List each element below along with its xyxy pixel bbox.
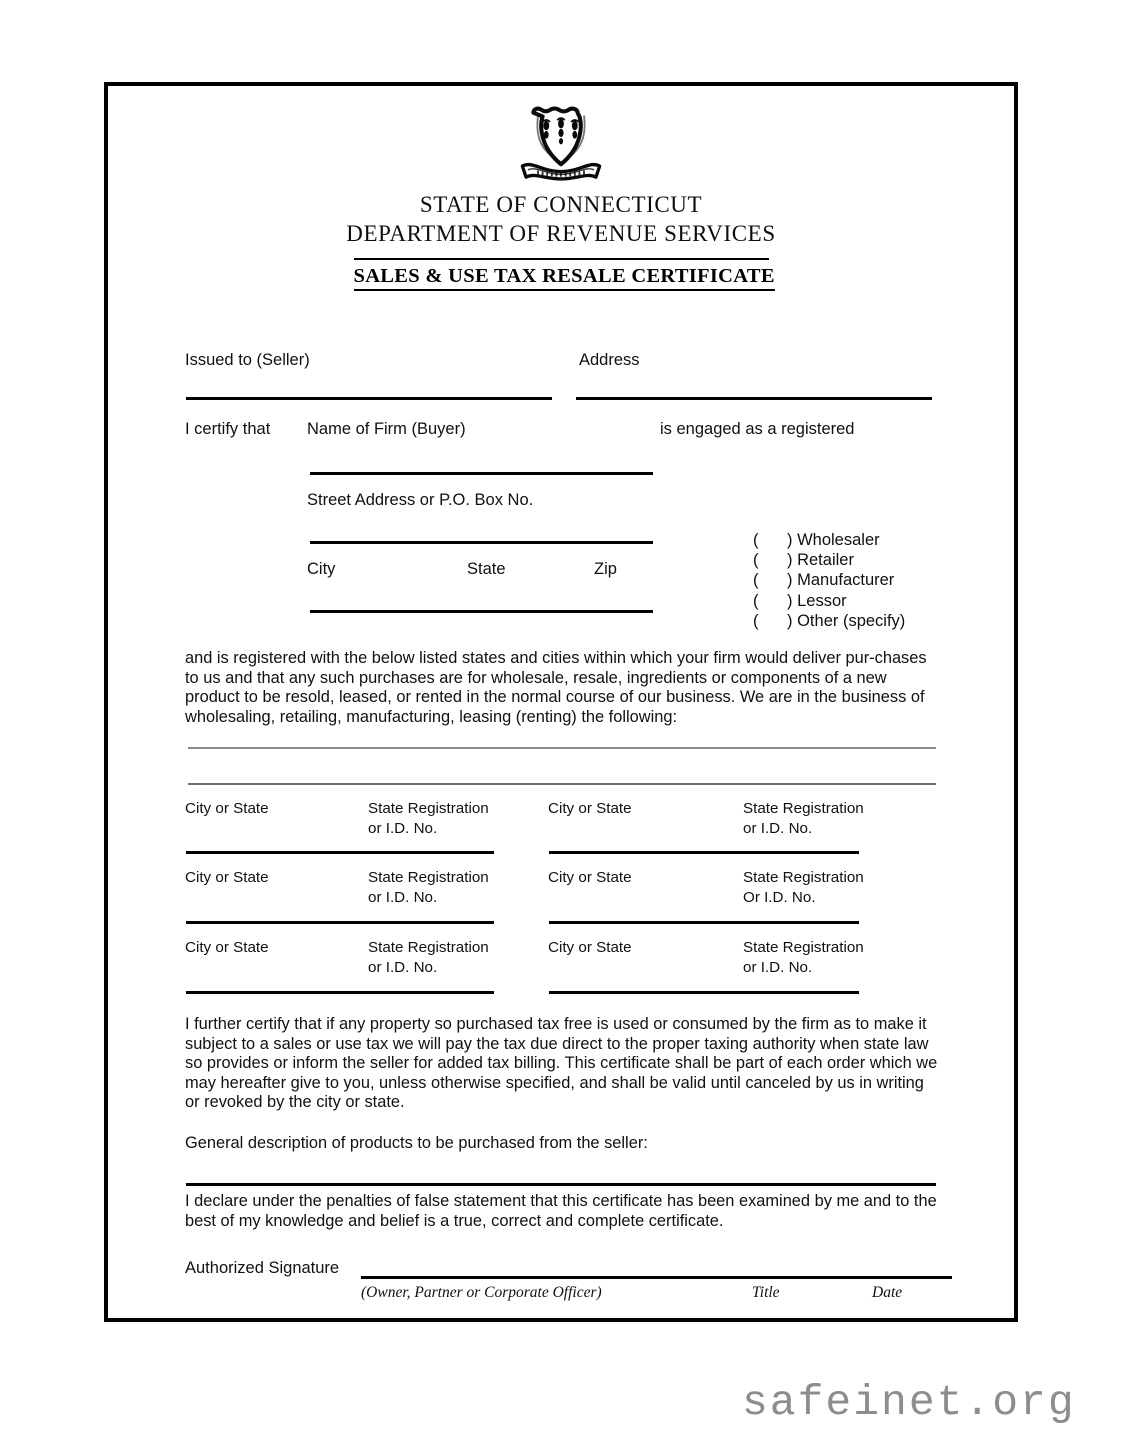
site-watermark: safeinet.org: [742, 1378, 1076, 1427]
agency-name-line-2: DEPARTMENT OF REVENUE SERVICES: [346, 221, 776, 246]
address-label: Address: [579, 351, 640, 369]
registrant-option-other[interactable]: [753, 611, 905, 631]
registrant-option-lessor[interactable]: [753, 591, 905, 611]
address-input-line[interactable]: [576, 397, 932, 400]
grid-input-line-r1c1[interactable]: [186, 851, 494, 854]
document-header: [108, 86, 1014, 291]
grid-reg-label-r1c1-line1: State Registration: [368, 800, 489, 817]
grid-input-line-r2c2[interactable]: [549, 921, 859, 924]
certificate-title: SALES & USE TAX RESALE CERTIFICATE: [354, 260, 775, 291]
general-description-input-line[interactable]: [186, 1183, 936, 1186]
agency-name-line-1: STATE OF CONNECTICUT: [419, 192, 703, 217]
is-engaged-as-registered-label: is engaged as a registered: [660, 420, 855, 438]
issued-to-seller-input-line[interactable]: [186, 397, 552, 400]
grid-city-label-r2c2: City or State: [548, 869, 632, 886]
seal-container: [108, 98, 1014, 190]
authorized-signature-label: Authorized Signature: [185, 1259, 340, 1277]
grid-city-label-r1c1: City or State: [185, 800, 269, 817]
owner-partner-officer-caption: (Owner, Partner or Corporate Officer): [361, 1284, 602, 1301]
checkbox-paren-close: ): [787, 591, 793, 610]
checkbox-paren-open: (: [753, 611, 759, 630]
checkbox-paren-close: ): [787, 551, 793, 570]
grid-reg-label-r3c1-line2: or I.D. No.: [368, 959, 438, 976]
firm-name-input-line[interactable]: [310, 472, 653, 475]
checkbox-paren-close: ): [787, 571, 793, 590]
checkbox-paren-open: (: [753, 571, 759, 590]
general-description-label: General description of products to be purchased from the seller:: [185, 1134, 648, 1152]
grid-reg-label-r2c1-line1: State Registration: [368, 869, 489, 886]
city-label: City: [307, 560, 336, 578]
grid-reg-label-r1c2-line2: or I.D. No.: [743, 820, 813, 837]
issued-to-seller-label: Issued to (Seller): [185, 351, 310, 369]
checkbox-paren-open: (: [753, 591, 759, 610]
state-seal-icon: [515, 98, 607, 190]
registrant-option-label: Wholesaler: [797, 531, 880, 549]
grid-input-line-r2c1[interactable]: [186, 921, 494, 924]
grid-reg-label-r3c2-line1: State Registration: [743, 939, 864, 956]
grid-reg-label-r1c2-line1: State Registration: [743, 800, 864, 817]
registrant-option-label: Lessor: [797, 591, 847, 610]
grid-city-label-r1c2: City or State: [548, 800, 632, 817]
checkbox-paren-open: (: [753, 551, 759, 570]
title-caption: Title: [752, 1284, 780, 1301]
grid-input-line-r3c2[interactable]: [549, 991, 859, 994]
street-address-input-line[interactable]: [310, 541, 653, 544]
zip-label: Zip: [594, 560, 617, 578]
city-state-zip-input-line[interactable]: [310, 610, 653, 613]
checkbox-paren-open: (: [753, 531, 759, 549]
certificate-title-band: [353, 258, 775, 291]
grid-reg-label-r3c2-line2: or I.D. No.: [743, 959, 813, 976]
declaration-paragraph: I declare under the penalties of false statement that this certificate has been examined by me and to the best of my knowledge and belief is a true, correct and complete certificate.: [185, 1192, 937, 1230]
certificate-page-border: [104, 82, 1018, 1322]
grid-city-label-r2c1: City or State: [185, 869, 269, 886]
grid-reg-label-r2c1-line2: or I.D. No.: [368, 889, 438, 906]
registrant-option-label: Manufacturer: [797, 571, 895, 590]
registrant-option-label: Other (specify): [797, 611, 906, 630]
registration-paragraph: and is registered with the below listed states and cities within which your firm would deliver pur-chases to us and that any such purchases are for wholesale, resale, ingredients or components of a new product to be resold, leased, or rented in the normal course of our business. We are in the business of wholesaling, retailing, manufacturing, leasing (renting) the following:: [185, 649, 927, 726]
grid-input-line-r3c1[interactable]: [186, 991, 494, 994]
grid-reg-label-r3c1-line1: State Registration: [368, 939, 489, 956]
registrant-type-list: [753, 530, 905, 631]
business-description-line-1[interactable]: [188, 747, 936, 749]
further-certify-paragraph: I further certify that if any property so purchased tax free is used or consumed by the firm as to make it subject to a sales or use tax we will pay the tax due direct to the proper taxing authority when state law so provides or inform the seller for added tax billing. This certificate shall be part of each order which we may hereafter give to you, unless otherwise specified, and shall be valid until canceled by us in writing or revoked by the city or state.: [185, 1015, 938, 1111]
date-caption: Date: [872, 1284, 903, 1301]
registrant-option-retailer[interactable]: [753, 550, 905, 570]
checkbox-paren-close: ): [787, 611, 793, 630]
street-address-label: Street Address or P.O. Box No.: [307, 491, 534, 509]
grid-input-line-r1c2[interactable]: [549, 851, 859, 854]
firm-name-label: Name of Firm (Buyer): [307, 420, 466, 438]
grid-city-label-r3c2: City or State: [548, 939, 632, 956]
grid-city-label-r3c1: City or State: [185, 939, 269, 956]
registrant-option-manufacturer[interactable]: [753, 570, 905, 590]
i-certify-that-label: I certify that: [185, 420, 271, 438]
grid-reg-label-r2c2-line2: Or I.D. No.: [743, 889, 816, 906]
registrant-option-wholesaler[interactable]: [753, 530, 905, 550]
authorized-signature-input-line[interactable]: [361, 1276, 952, 1279]
grid-reg-label-r1c1-line2: or I.D. No.: [368, 820, 438, 837]
grid-reg-label-r2c2-line1: State Registration: [743, 869, 864, 886]
checkbox-paren-close: ): [787, 531, 793, 549]
state-label: State: [467, 560, 506, 578]
registrant-option-label: Retailer: [797, 551, 854, 570]
business-description-line-2[interactable]: [188, 783, 936, 785]
